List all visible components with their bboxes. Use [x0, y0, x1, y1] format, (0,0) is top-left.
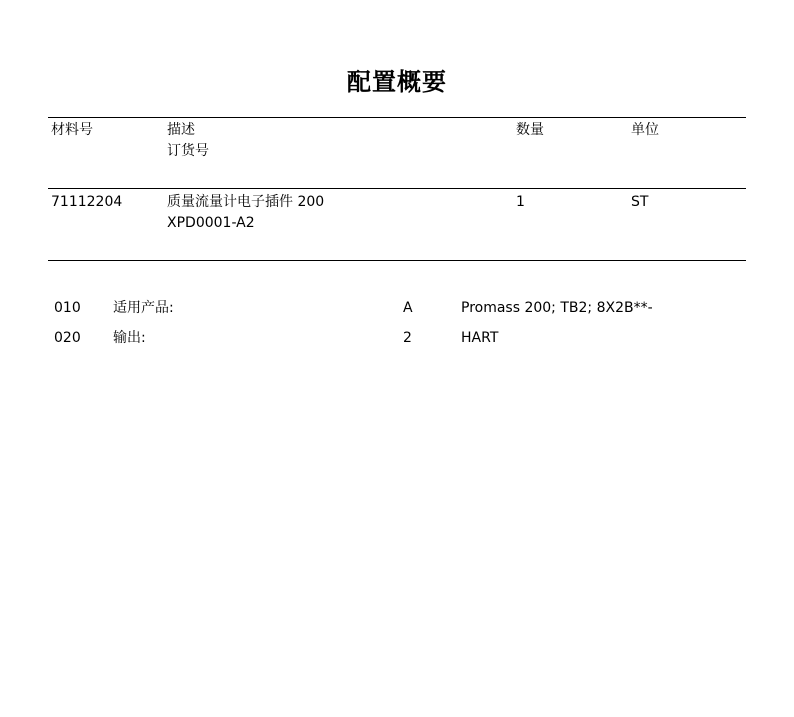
- row-material-no: 71112204: [51, 194, 123, 210]
- row-description-stack: [167, 192, 324, 234]
- table-bottom-divider: [48, 260, 746, 261]
- option-code: 010: [54, 300, 81, 316]
- header-description-stack: [167, 120, 209, 162]
- option-row: [0, 297, 794, 319]
- header-quantity: 数量: [516, 122, 544, 138]
- row-quantity: 1: [516, 194, 525, 210]
- option-label: 适用产品:: [113, 300, 174, 316]
- option-description: Promass 200; TB2; 8X2B**-: [461, 300, 653, 316]
- option-value: 2: [403, 330, 412, 346]
- header-description: 描述: [167, 122, 195, 138]
- option-label: 输出:: [113, 330, 146, 346]
- header-top-divider: [48, 117, 746, 118]
- row-unit: ST: [631, 194, 649, 210]
- header-bottom-divider: [48, 188, 746, 189]
- header-material-no: 材料号: [51, 122, 93, 138]
- row-description: 质量流量计电子插件 200: [167, 194, 325, 210]
- row-order-code: XPD0001-A2: [167, 215, 255, 231]
- option-row: [0, 327, 794, 349]
- header-unit: 单位: [631, 122, 659, 138]
- option-code: 020: [54, 330, 81, 346]
- header-order-code: 订货号: [167, 143, 209, 159]
- option-value: A: [403, 300, 413, 316]
- page-title: 配置概要: [347, 68, 447, 96]
- option-description: HART: [461, 330, 499, 346]
